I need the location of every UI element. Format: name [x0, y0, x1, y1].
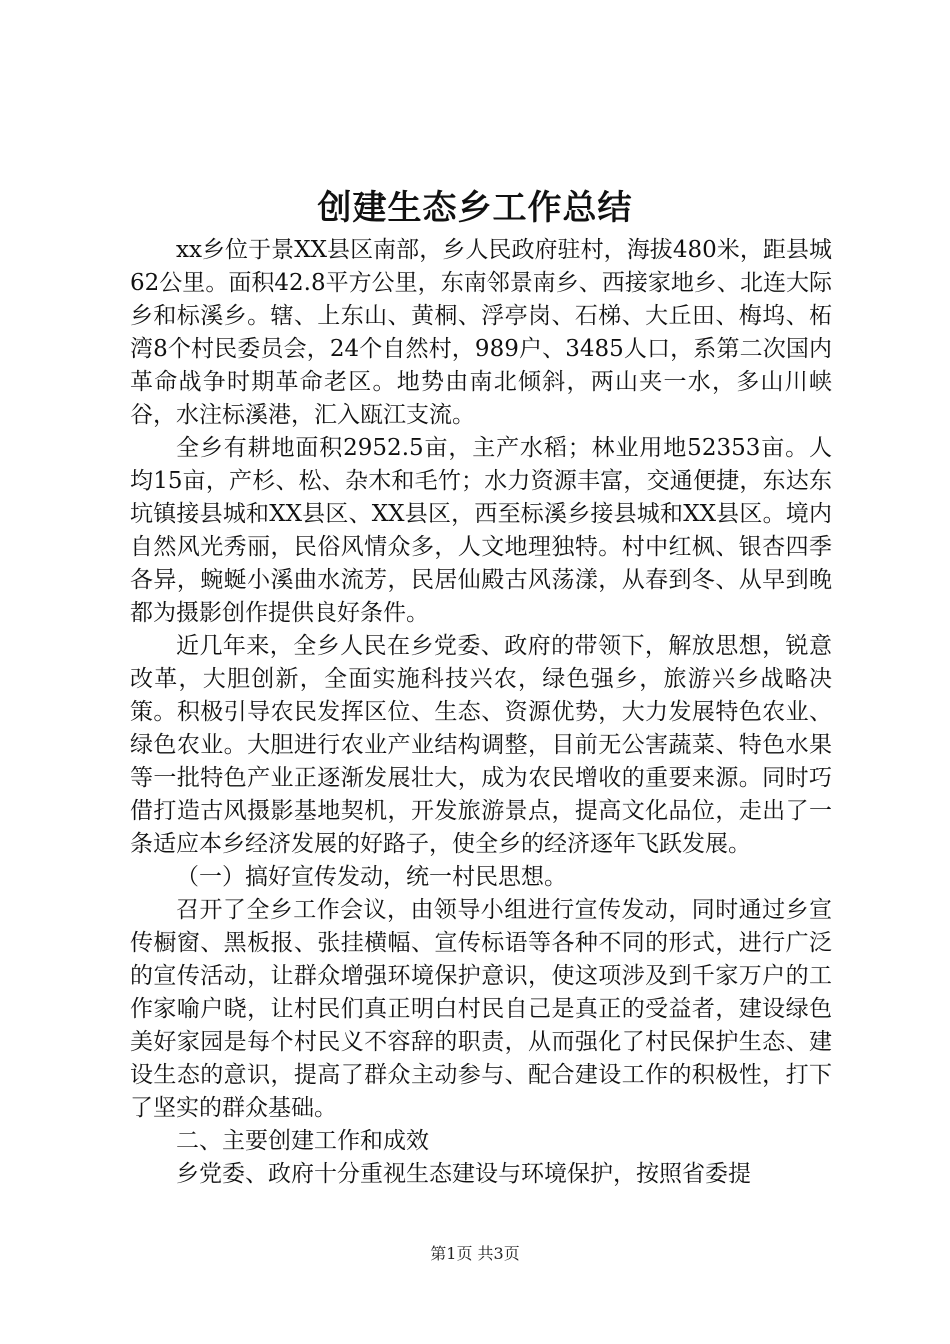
paragraph-publicity: 召开了全乡工作会议，由领导小组进行宣传发动，同时通过乡宣传橱窗、黑板报、张挂横幅、宣传标语等各种不同的形式，进行广泛的宣传活动，让群众增强环境保护意识，使这项涉及到千家万户的工作家喻户晓，让村民们真正明白村民自己是真正的受益者，建设绿色美好家园是每个村民义不容辞的职责，从而强化了村民保护生态、建设生态的意识，提高了群众主动参与、配合建设工作的积极性，打下了坚实的群众基础。 [130, 897, 832, 1121]
document-body [130, 234, 832, 1191]
paragraph-resources: 全乡有耕地面积2952.5亩，主产水稻；林业用地52353亩。人均15亩，产杉、松、杂木和毛竹；水力资源丰富，交通便捷，东达东坑镇接县城和XX县区、XX县区，西至标溪乡接县城和XX县区。境内自然风光秀丽，民俗风情众多，人文地理独特。村中红枫、银杏四季各异，蜿蜒小溪曲水流芳，民居仙殿古风荡漾，从春到冬、从早到晚都为摄影创作提供良好条件。 [130, 435, 832, 626]
document-title: 创建生态乡工作总结 [317, 188, 633, 228]
page-number: 第1页 共3页 [430, 1244, 520, 1263]
paragraph-location: xx乡位于景XX县区南部，乡人民政府驻村，海拔480米，距县城62公里。面积42.8平方公里，东南邻景南乡、西接家地乡、北连大际乡和标溪乡。辖、上东山、黄桐、浮亭岗、石梯、大丘田、梅坞、柘湾8个村民委员会，24个自然村，989户、3485人口，系第二次国内革命战争时期革命老区。地势由南北倾斜，两山夹一水，多山川峡谷，水注标溪港，汇入瓯江支流。 [130, 237, 832, 428]
section-heading-publicity: （一）搞好宣传发动，统一村民思想。 [176, 864, 567, 890]
paragraph-main-work: 乡党委、政府十分重视生态建设与环境保护，按照省委提 [176, 1161, 751, 1187]
paragraph-development: 近几年来，全乡人民在乡党委、政府的带领下，解放思想，锐意改革，大胆创新，全面实施科技兴农，绿色强乡，旅游兴乡战略决策。积极引导农民发挥区位、生态、资源优势，大力发展特色农业、绿色农业。大胆进行农业产业结构调整，目前无公害蔬菜、特色水果等一批特色产业正逐渐发展壮大，成为农民增收的重要来源。同时巧借打造古风摄影基地契机，开发旅游景点，提高文化品位，走出了一条适应本乡经济发展的好路子，使全乡的经济逐年飞跃发展。 [130, 633, 832, 857]
section-heading-main-work: 二、主要创建工作和成效 [176, 1128, 429, 1154]
